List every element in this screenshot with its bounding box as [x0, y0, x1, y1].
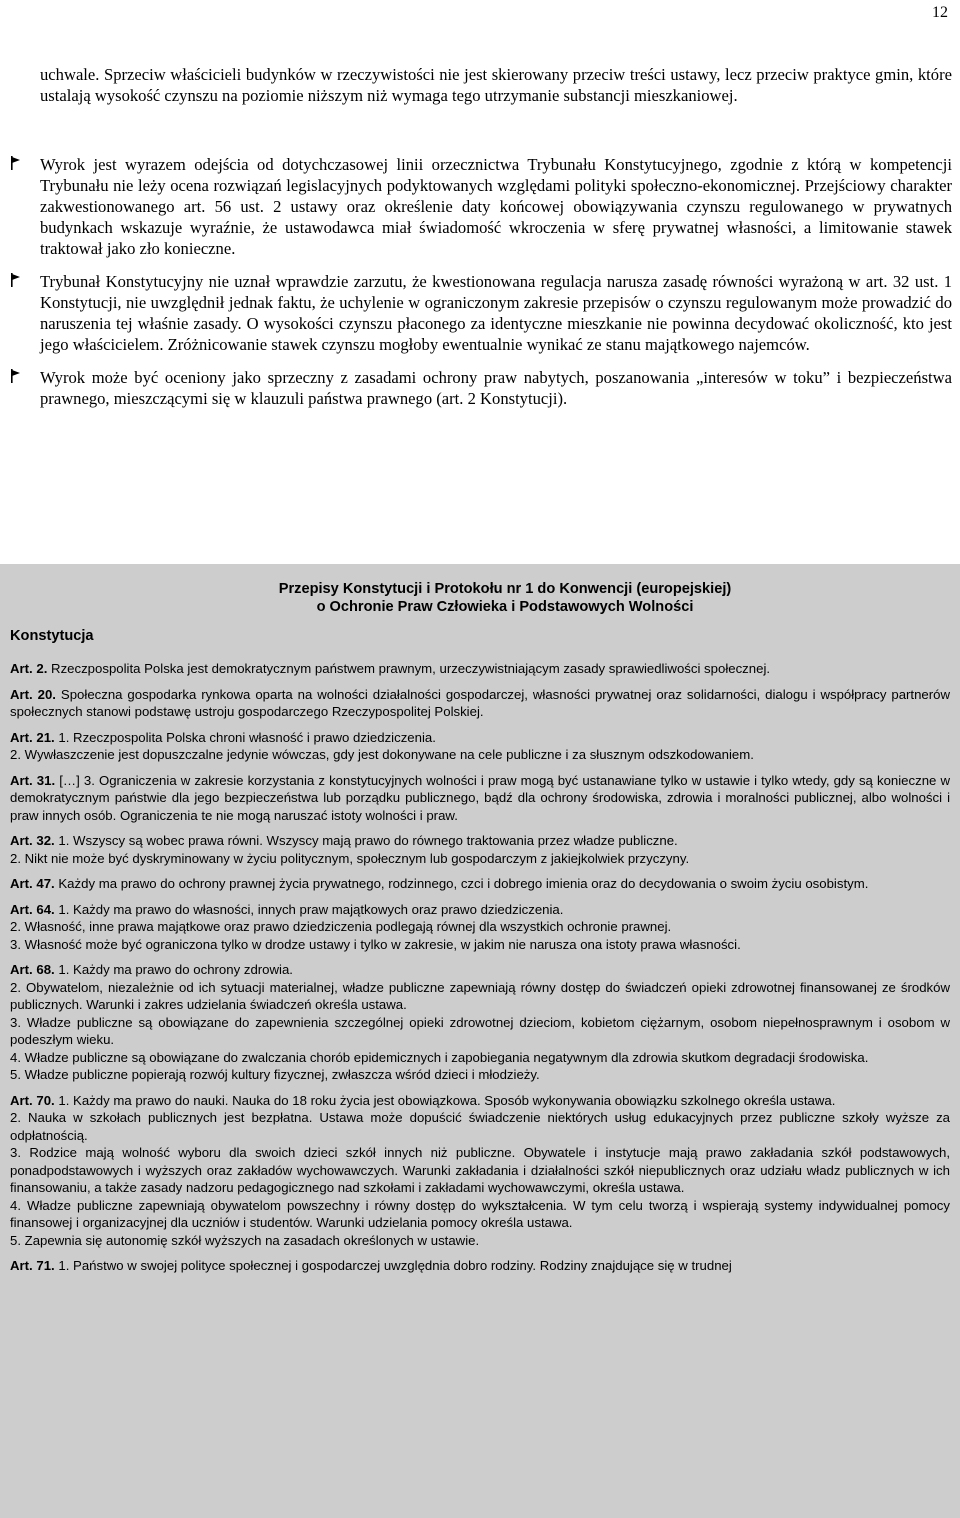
bullet-flag-icon — [10, 273, 21, 287]
article-paragraph — [10, 850, 950, 868]
article-text: 1. Każdy ma prawo do ochrony zdrowia. — [58, 962, 293, 977]
bullet-item — [40, 154, 952, 259]
article-number: Art. 68. — [10, 962, 55, 977]
article-text: 3. Władze publiczne są obowiązane do zapewnienia szczególnej opieki zdrowotnej dzieciom, kobietom ciężarnym, osobom niepełnosprawnym i osobom w podeszłym wieku. — [10, 1014, 950, 1047]
article-paragraph — [10, 1144, 950, 1197]
article-paragraph — [10, 961, 950, 979]
article-text: 1. Wszyscy są wobec prawa równi. Wszyscy mają prawo do równego traktowania przez władze publiczne. — [58, 833, 678, 848]
article-number: Art. 70. — [10, 1092, 55, 1108]
article-text: 1. Rzeczpospolita Polska chroni własność i prawo dziedziczenia. — [58, 729, 436, 745]
article-text: 1. Każdy ma prawo do nauki. Nauka do 18 roku życia jest obowiązkowa. Sposób wykonywania obowiązku szkolnego określa ustawa. — [58, 1092, 836, 1108]
page-number: 12 — [932, 4, 948, 21]
article-number: Art. 31. — [10, 772, 56, 788]
constitution-box — [0, 564, 960, 1518]
article-text: 2. Własność, inne prawa majątkowe oraz prawo dziedziczenia podlegają równej dla wszystkich ochronie prawnej. — [10, 919, 672, 934]
bullet-flag-icon — [10, 156, 21, 170]
bullet-text: Wyrok może być oceniony jako sprzeczny z zasadami ochrony praw nabytych, poszanowania „interesów w toku” i bezpieczeństwa prawnego, mieszczącymi się w klauzuli państwa prawnego (art. 2 Konstytucji). — [40, 368, 952, 408]
article-text: Społeczna gospodarka rynkowa oparta na wolności działalności gospodarczej, własności prywatnej oraz solidarności, dialogu i współpracy partnerów społecznych stanowi podstawę ustroju gospodarczego Rzeczypospolitej Polskiej. — [10, 686, 950, 719]
article-text: Rzeczpospolita Polska jest demokratycznym państwem prawnym, urzeczywistniającym zasady sprawiedliwości społecznej. — [51, 661, 771, 676]
article-text: 3. Rodzice mają wolność wyboru dla swoich dzieci szkół innych niż publiczne. Obywatele i instytucje mają prawo zakładania szkół podstawowych, ponadpodstawowych i wyższych oraz zakładów wychowawczych. Warunki zakładania i działalności szkół niepublicznych oraz udziału władz publicznych w ich finansowaniu, a także zasady nadzoru pedagogicznego nad szkołami i zakładami wychowawczymi, określa ustawa. — [10, 1145, 950, 1195]
article-paragraph — [10, 1066, 950, 1084]
article-number: Art. 32. — [10, 833, 55, 848]
article-text: 5. Władze publiczne popierają rozwój kultury fizycznej, zwłaszcza wśród dzieci i młodzieży. — [10, 1067, 540, 1082]
article-item — [10, 901, 950, 954]
article-number: Art. 47. — [10, 876, 55, 891]
article-paragraph — [10, 936, 950, 954]
bullet-item — [40, 271, 952, 355]
article-paragraph — [10, 901, 950, 919]
bullet-text: Wyrok jest wyrazem odejścia od dotychczasowej linii orzecznictwa Trybunału Konstytucyjnego, zgodnie z którą w kompetencji Trybunału nie leży ocena rozwiązań legislacyjnych podyktowanych względami polityki społeczno-ekonomicznej. Przejściowy charakter zakwestionowanego art. 56 ust. 2 ustawy oraz określenie daty końcowej obowiązywania czynszu regulowanego w prywatnych budynkach wskazuje wyraźnie, że ustawodawca miał świadomość wkroczenia w sferę prywatnej własności, a limitowanie stawek traktował jako zło konieczne. — [40, 155, 952, 258]
article-paragraph — [10, 1092, 950, 1110]
article-text: 2. Wywłaszczenie jest dopuszczalne jedynie wówczas, gdy jest dokonywane na cele publiczne i za słusznym odszkodowaniem. — [10, 747, 754, 762]
article-item — [10, 729, 950, 764]
box-label: Konstytucja — [10, 628, 94, 644]
article-paragraph — [10, 1109, 950, 1144]
article-paragraph — [10, 979, 950, 1014]
article-item — [10, 875, 950, 893]
article-text: 4. Władze publiczne zapewniają obywatelom powszechny i równy dostęp do wykształcenia. W tym celu tworzą i wspierają systemy indywidualnej pomocy finansowej i organizacyjnej dla uczniów i studentów. Warunki udzielania pomocy określa ustawa. — [10, 1197, 950, 1230]
article-text: 3. Własność może być ograniczona tylko w drodze ustawy i tylko w zakresie, w jakim nie narusza ona istoty prawa własności. — [10, 936, 741, 952]
article-text: 4. Władze publiczne są obowiązane do zwalczania chorób epidemicznych i zapobiegania negatywnym dla zdrowia skutkom degradacji środowiska. — [10, 1049, 869, 1065]
article-text: 1. Każdy ma prawo do własności, innych praw majątkowych oraz prawo dziedziczenia. — [58, 901, 564, 917]
box-title-line1: Przepisy Konstytucji i Protokołu nr 1 do Konwencji (europejskiej) — [278, 581, 732, 597]
article-paragraph — [10, 772, 950, 825]
article-number: Art. 2. — [10, 661, 48, 676]
article-text: 2. Nauka w szkołach publicznych jest bezpłatna. Ustawa może dopuścić świadczenie niektórych usług edukacyjnych przez publiczne szkoły wyższe za odpłatnością. — [10, 1110, 950, 1143]
article-paragraph — [10, 686, 950, 721]
article-number: Art. 21. — [10, 729, 55, 745]
article-paragraph — [10, 832, 950, 850]
bullet-list — [40, 154, 952, 421]
article-item — [10, 961, 950, 1084]
article-text: […] 3. Ograniczenia w zakresie korzystania z konstytucyjnych wolności i praw mogą być ustanawiane tylko w ustawie i tylko wtedy, gdy są konieczne w demokratycznym państwie dla jego bezpieczeństwa lub porządku publicznego, bądź dla ochrony środowiska, zdrowia i moralności publicznej, albo wolności i praw innych osób. Ograniczenia te nie mogą naruszać istoty wolności i praw. — [10, 772, 950, 823]
article-paragraph — [10, 918, 950, 936]
article-paragraph — [10, 746, 950, 764]
article-item — [10, 1092, 950, 1250]
article-paragraph — [10, 1049, 950, 1067]
box-title — [150, 580, 860, 616]
article-paragraph — [10, 875, 950, 893]
bullet-flag-icon — [10, 369, 21, 383]
article-paragraph — [10, 660, 950, 678]
bullet-item — [40, 367, 952, 409]
box-title-line2: o Ochronie Praw Człowieka i Podstawowych Wolności — [316, 599, 694, 615]
article-paragraph — [10, 1014, 950, 1049]
article-item — [10, 1257, 950, 1275]
article-text: 2. Obywatelom, niezależnie od ich sytuacji materialnej, władze publiczne zapewniają równy dostęp do świadczeń opieki zdrowotnej finansowanej ze środków publicznych. Warunki i zakres udzielania świadczeń określa ustawa. — [10, 979, 950, 1012]
article-paragraph — [10, 1197, 950, 1232]
bullet-text: Trybunał Konstytucyjny nie uznał wprawdzie zarzutu, że kwestionowana regulacja narusza zasadę równości wyrażoną w art. 32 ust. 1 Konstytucji, nie uwzględnił jednak faktu, że uchylenie w ograniczonym zakresie przepisów o czynszu regulowanym może prowadzić do naruszenia tej właśnie zasady. O wysokości czynszu płaconego za identyczne mieszkanie nie powinna decydować okoliczność, kto jest jego właścicielem. Zróżnicowanie stawek czynszu mogłoby ewentualnie wynikać ze stanu majątkowego najemców. — [40, 272, 952, 354]
article-paragraph — [10, 729, 950, 747]
intro-paragraph: uchwale. Sprzeciw właścicieli budynków w rzeczywistości nie jest skierowany przeciw treści ustawy, lecz przeciw praktyce gmin, które ustalają wysokość czynszu na poziomie niższym niż wymaga tego utrzymanie substancji mieszkaniowej. — [40, 65, 952, 105]
article-item — [10, 832, 950, 867]
article-text: 2. Nikt nie może być dyskryminowany w życiu politycznym, społecznym lub gospodarczym z jakiejkolwiek przyczyny. — [10, 850, 690, 866]
article-number: Art. 64. — [10, 901, 55, 917]
article-item — [10, 660, 950, 678]
article-text: Każdy ma prawo do ochrony prawnej życia prywatnego, rodzinnego, czci i dobrego imienia oraz do decydowania o swoim życiu osobistym. — [58, 876, 869, 891]
article-number: Art. 20. — [10, 686, 56, 702]
article-number: Art. 71. — [10, 1258, 55, 1273]
article-text: 5. Zapewnia się autonomię szkół wyższych na zasadach określonych w ustawie. — [10, 1232, 480, 1248]
article-list — [10, 660, 950, 1283]
article-text: 1. Państwo w swojej polityce społecznej i gospodarczej uwzględnia dobro rodziny. Rodziny znajdujące się w trudnej — [58, 1258, 732, 1273]
article-item — [10, 772, 950, 825]
article-item — [10, 686, 950, 721]
article-paragraph — [10, 1257, 950, 1275]
article-paragraph — [10, 1232, 950, 1250]
